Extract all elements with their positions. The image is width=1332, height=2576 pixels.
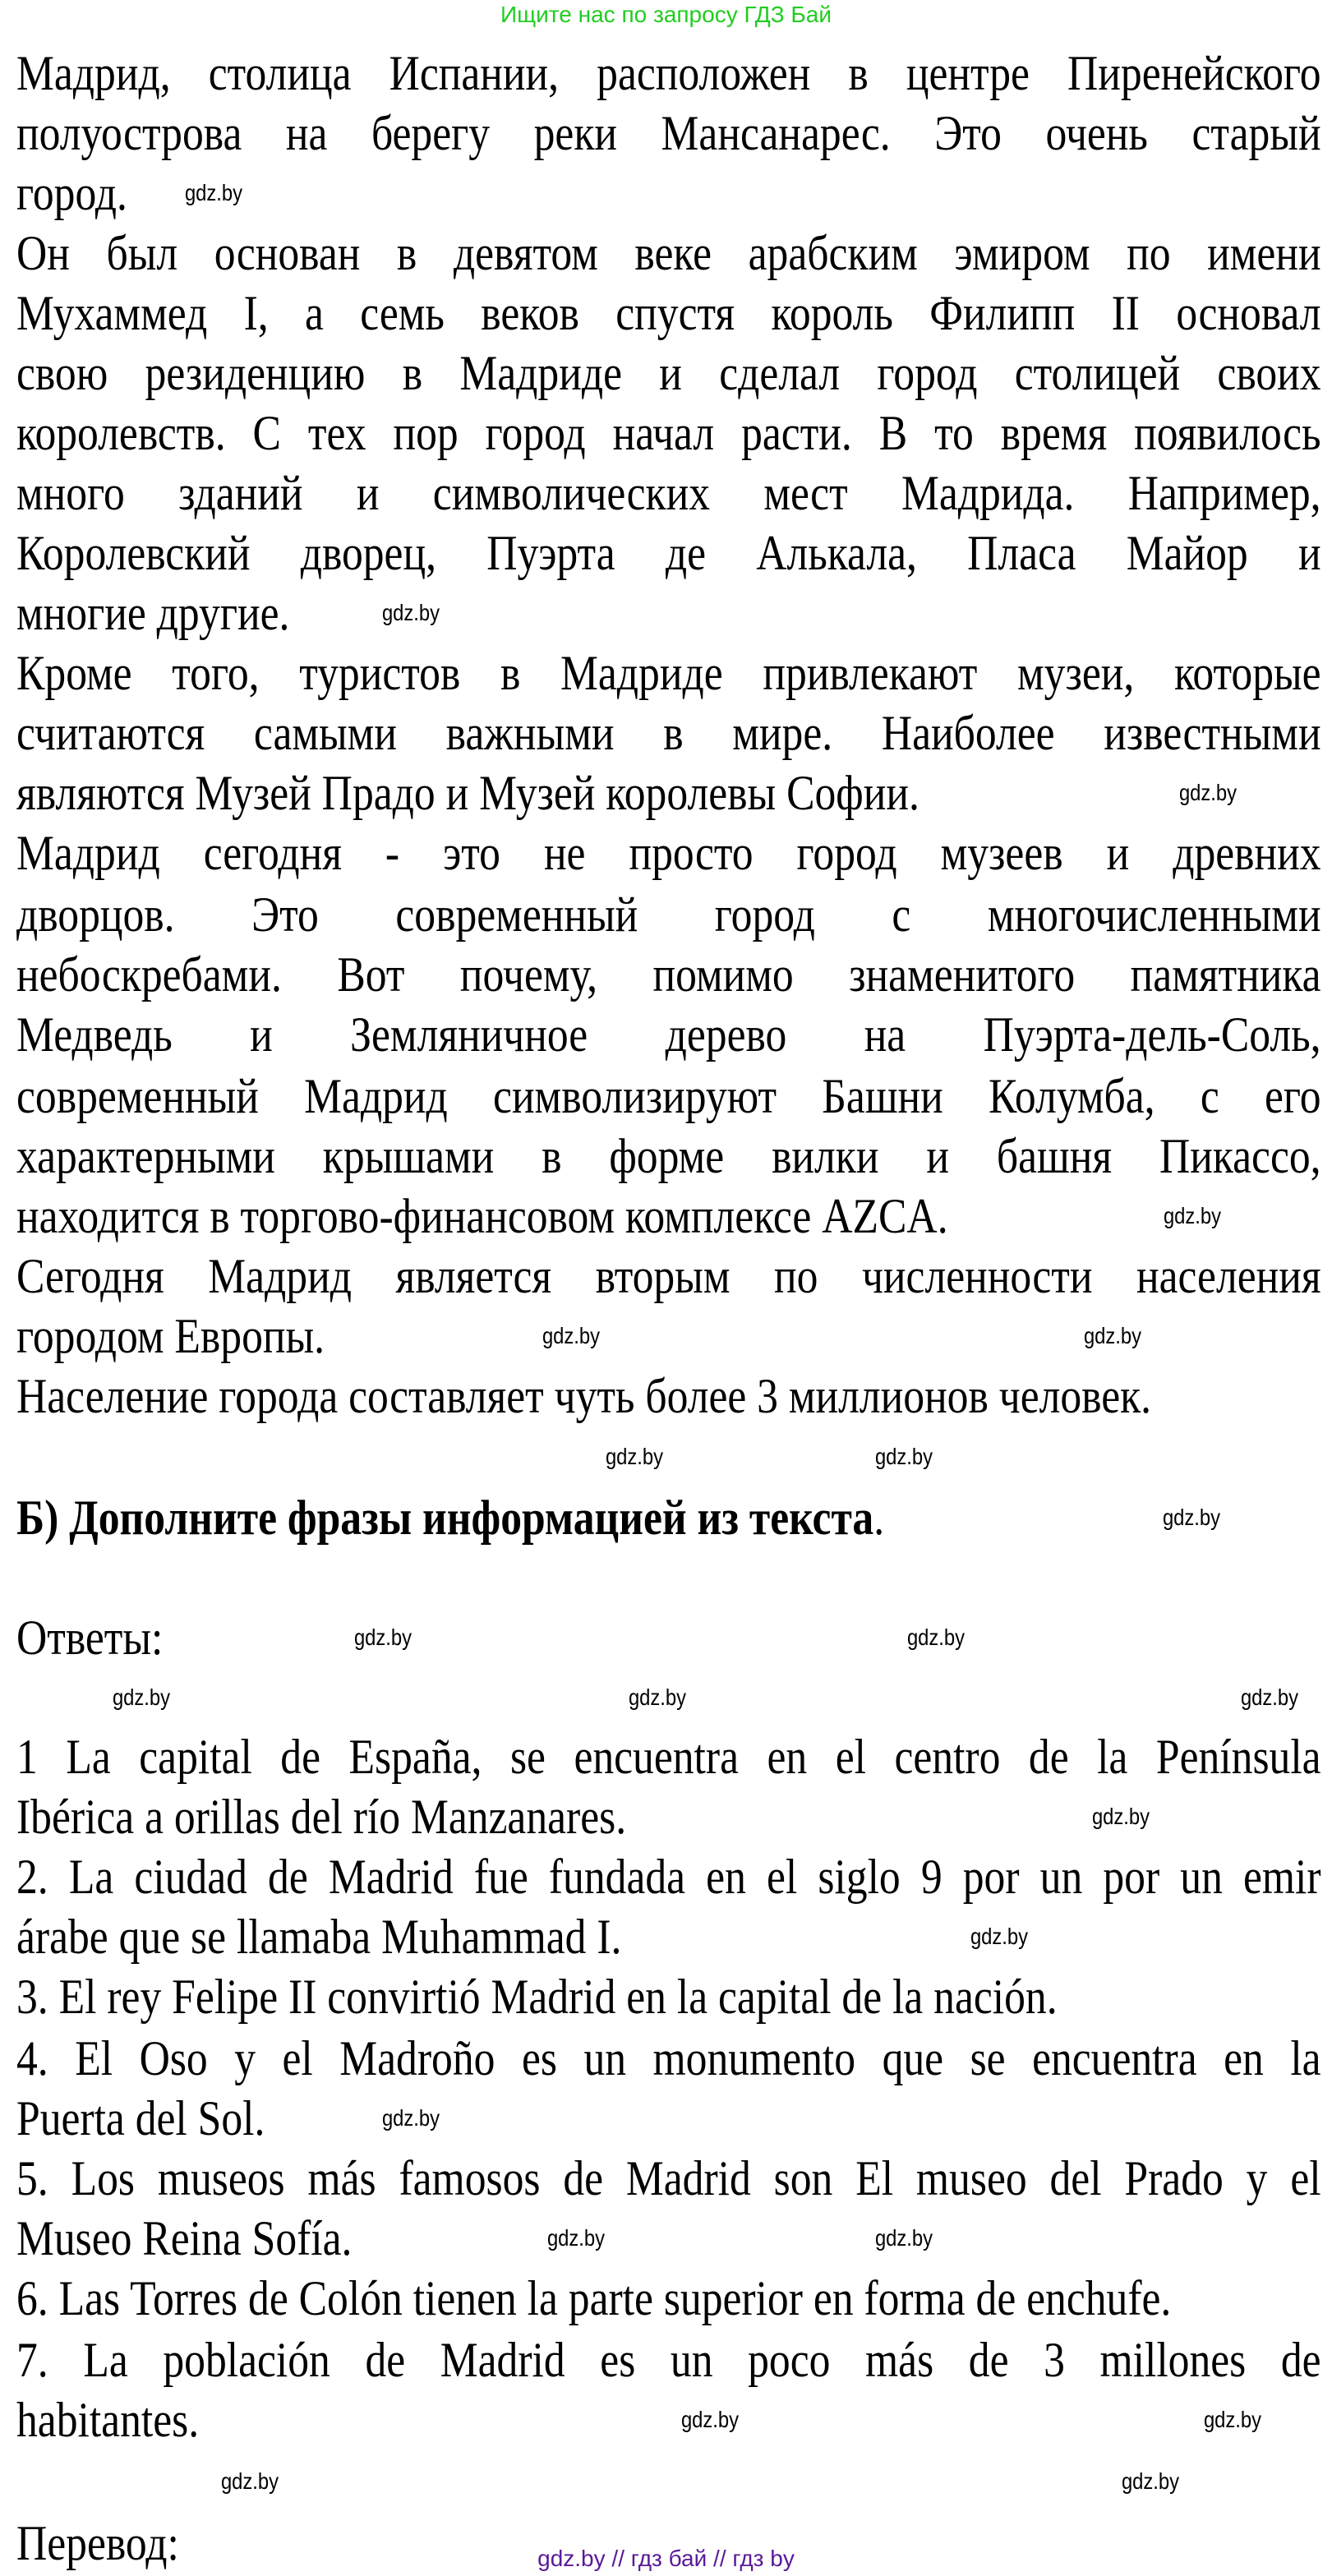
text-line: Мадрид, столица Испании, расположен в центре Пиренейского [16, 46, 1321, 100]
text-line: современный Мадрид символизируют Башни Колумба, с его [16, 1069, 1321, 1123]
footer-links[interactable]: gdz.by // гдз бай // гдз by [537, 2546, 795, 2571]
watermark: gdz.by [874, 2225, 933, 2251]
watermark: gdz.by [1162, 1505, 1221, 1530]
watermark: gdz.by [353, 1624, 413, 1650]
watermark: gdz.by [680, 2407, 740, 2432]
text-line: Сегодня Мадрид является вторым по численности населения [16, 1249, 1321, 1303]
task-heading-period: . [873, 1491, 885, 1545]
text-line: город. [16, 166, 127, 220]
text-line: 3. El rey Felipe II convirtió Madrid en la capital de la nación. [16, 1970, 1058, 2024]
text-line: много зданий и символических мест Мадрида. Например, [16, 466, 1321, 520]
text-line: считаются самыми важными в мире. Наиболее известными [16, 706, 1321, 760]
text-line: 5. Los museos más famosos de Madrid son El museo del Prado y el [16, 2151, 1321, 2205]
text-line: небоскребами. Вот почему, помимо знаменитого памятника [16, 947, 1321, 1002]
watermark: gdz.by [220, 2468, 279, 2494]
text-line: 1 La capital de España, se encuentra en el centro de la Península [16, 1730, 1321, 1784]
text-line: королевств. С тех пор город начал расти. В то время появилось [16, 406, 1321, 460]
header-banner[interactable]: Ищите нас по запросу ГДЗ Бай [500, 2, 832, 27]
text-line: являются Музей Прадо и Музей королевы Софии. [16, 766, 919, 820]
watermark: gdz.by [112, 1684, 171, 1710]
text-line: полуострова на берегу реки Мансанарес. Это очень старый [16, 106, 1321, 160]
text-line: многие другие. [16, 586, 290, 640]
text-line: Королевский дворец, Пуэрта де Алькала, Пласа Майор и [16, 526, 1321, 580]
text-line: 6. Las Torres de Colón tienen la parte superior en forma de enchufe. [16, 2271, 1172, 2325]
watermark: gdz.by [605, 1444, 664, 1469]
text-line: Он был основан в девятом веке арабским эмиром по имени [16, 226, 1321, 280]
text-line: Мухаммед I, а семь веков спустя король Филипп II основал [16, 286, 1321, 340]
answers-label: Ответы: [16, 1611, 164, 1665]
watermark: gdz.by [1163, 1203, 1222, 1228]
text-line: 2. La ciudad de Madrid fue fundada en el siglo 9 por un por un emir [16, 1850, 1321, 1904]
text-line: Puerta del Sol. [16, 2091, 265, 2145]
translation-label: Перевод: [16, 2516, 179, 2570]
text-line: 4. El Oso y el Madroño es un monumento que se encuentra en la [16, 2031, 1321, 2085]
text-line: Мадрид сегодня - это не просто город музеев и древних [16, 826, 1321, 880]
text-line: Кроме того, туристов в Мадриде привлекают музеи, которые [16, 646, 1321, 700]
watermark: gdz.by [1083, 1323, 1142, 1348]
watermark: gdz.by [1121, 2468, 1180, 2494]
text-line: дворцов. Это современный город с многочисленными [16, 887, 1321, 942]
watermark: gdz.by [628, 1684, 687, 1710]
text-line: городом Европы. [16, 1309, 325, 1363]
watermark: gdz.by [1091, 1804, 1150, 1829]
watermark: gdz.by [381, 600, 440, 625]
watermark: gdz.by [1178, 780, 1238, 805]
watermark: gdz.by [906, 1624, 966, 1650]
text-line: находится в торгово-финансовом комплексе AZCA. [16, 1189, 948, 1243]
text-line: 7. La población de Madrid es un poco más de 3 millones de [16, 2333, 1321, 2387]
task-heading-text: Б) Дополните фразы информацией из текста [16, 1491, 874, 1545]
text-line: Ibérica a orillas del río Manzanares. [16, 1790, 627, 1844]
watermark: gdz.by [542, 1323, 601, 1348]
task-heading [16, 1488, 884, 1547]
text-line: Медведь и Земляничное дерево на Пуэрта-дель-Соль, [16, 1007, 1321, 1062]
text-line: свою резиденцию в Мадриде и сделал город столицей своих [16, 346, 1321, 400]
watermark: gdz.by [381, 2105, 440, 2131]
watermark: gdz.by [1203, 2407, 1262, 2432]
watermark: gdz.by [184, 180, 243, 205]
watermark: gdz.by [546, 2225, 606, 2251]
watermark: gdz.by [1240, 1684, 1299, 1710]
text-line: habitantes. [16, 2393, 200, 2447]
text-line: Население города составляет чуть более 3 миллионов человек. [16, 1369, 1152, 1423]
text-line: árabe que se llamaba Muhammad I. [16, 1910, 622, 1964]
watermark: gdz.by [970, 1924, 1029, 1949]
text-line: Museo Reina Sofía. [16, 2211, 353, 2265]
watermark: gdz.by [874, 1444, 933, 1469]
text-line: характерными крышами в форме вилки и башня Пикассо, [16, 1129, 1321, 1183]
